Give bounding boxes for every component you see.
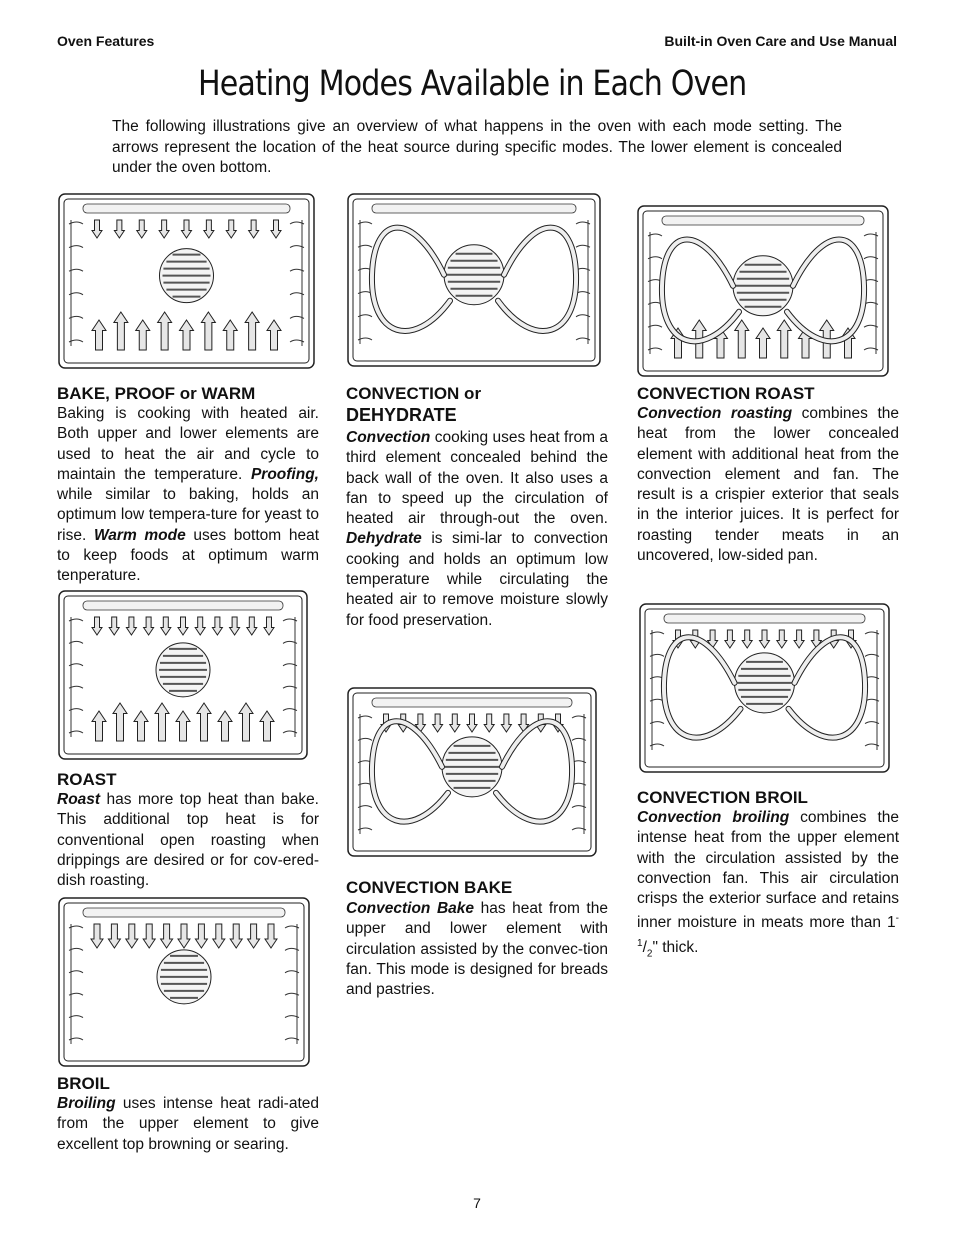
convection-oven-illustration [346,192,602,368]
convection-bake-term: Convection Bake [346,900,475,917]
convection-title-line2: DEHYDRATE [346,405,457,425]
convection-description: Convection cooking uses heat from a third element concealed behind the back wall of the oven. It also uses a fan to speed up the circulation of heated air through-out the oven. Dehydrate is simi-lar to convection cooking and holds an optimum low temperature while circulating the heated air to remove moisture slowly for food preservation. [346,429,608,629]
dehydrate-term: Dehydrate [346,530,422,548]
convection-roast-description: Convection roasting combines the heat from the lower concealed element with additional heat from the convection element and fan. The result is a crispier exterior that seals in the interior juices. It is perfect for roasting tender meats in an uncovered, low-sided pan. [637,405,899,565]
broiling-term: Broiling [57,1095,116,1112]
convection-broil-oven-illustration [638,602,891,774]
convection-broil-title: CONVECTION BROIL [637,788,808,807]
bake-title: BAKE, PROOF or WARM [57,384,256,403]
page-title: Heating Modes Available in Each Oven [198,64,747,104]
page-number: 7 [473,1195,481,1211]
convection-broil-description: Convection broiling combines the intense heat from the upper element with the circulation assisted by the convection fan. This air circulation crisps the exterior surface and retains inner moisture in meats more than $1^{-1}/_2$" thick. [637,809,899,960]
manual-title-header: Built-in Oven Care and Use Manual [664,33,897,49]
warm-mode-term: Warm mode [93,526,186,544]
broil-description: Broiling uses intense heat radi-ated from the upper element to give excellent top browning or searing. [57,1095,319,1153]
section-header: Oven Features [57,33,155,49]
bake-description: Baking is cooking with heated air. Both upper and lower elements are used to heat the air and cycle to maintain the temperature. Proofing, while similar to baking, holds an optimum low tempera-ture for yeast to rise. Warm mode uses bottom heat to keep foods at optimum warm tenperature. [57,405,319,585]
convection-title-line1: CONVECTION or [346,384,482,403]
roast-title: ROAST [57,770,117,789]
intro-paragraph: The following illustrations give an overview of what happens in the oven with each mode setting. The arrows represent the location of the heat source during specific modes. The lower element is concealed under the oven bottom. [112,118,842,176]
broil-title: BROIL [57,1074,110,1093]
proofing-term: Proofing, [250,465,319,483]
convection-roast-oven-illustration [636,204,890,378]
convection-bake-description: Convection Bake has heat from the upper and lower element with circulation assisted by the convec-tion fan. This mode is designed for breads and pastries. [346,900,608,999]
bake-oven-illustration [57,192,316,370]
convection-roast-title: CONVECTION ROAST [637,384,815,403]
convection-term: Convection [346,429,431,446]
broil-oven-illustration [57,896,311,1068]
roast-oven-illustration [57,589,309,761]
roast-description: Roast has more top heat than bake. This additional top heat is for conventional open roasting when drippings are desired or for cov-ered-dish roasting. [57,791,319,890]
convection-broiling-term: Convection broiling [637,809,790,826]
convection-bake-oven-illustration [346,686,598,858]
convection-roasting-term: Convection roasting [637,405,793,422]
convection-bake-title: CONVECTION BAKE [346,878,513,897]
roast-term: Roast [57,791,101,808]
